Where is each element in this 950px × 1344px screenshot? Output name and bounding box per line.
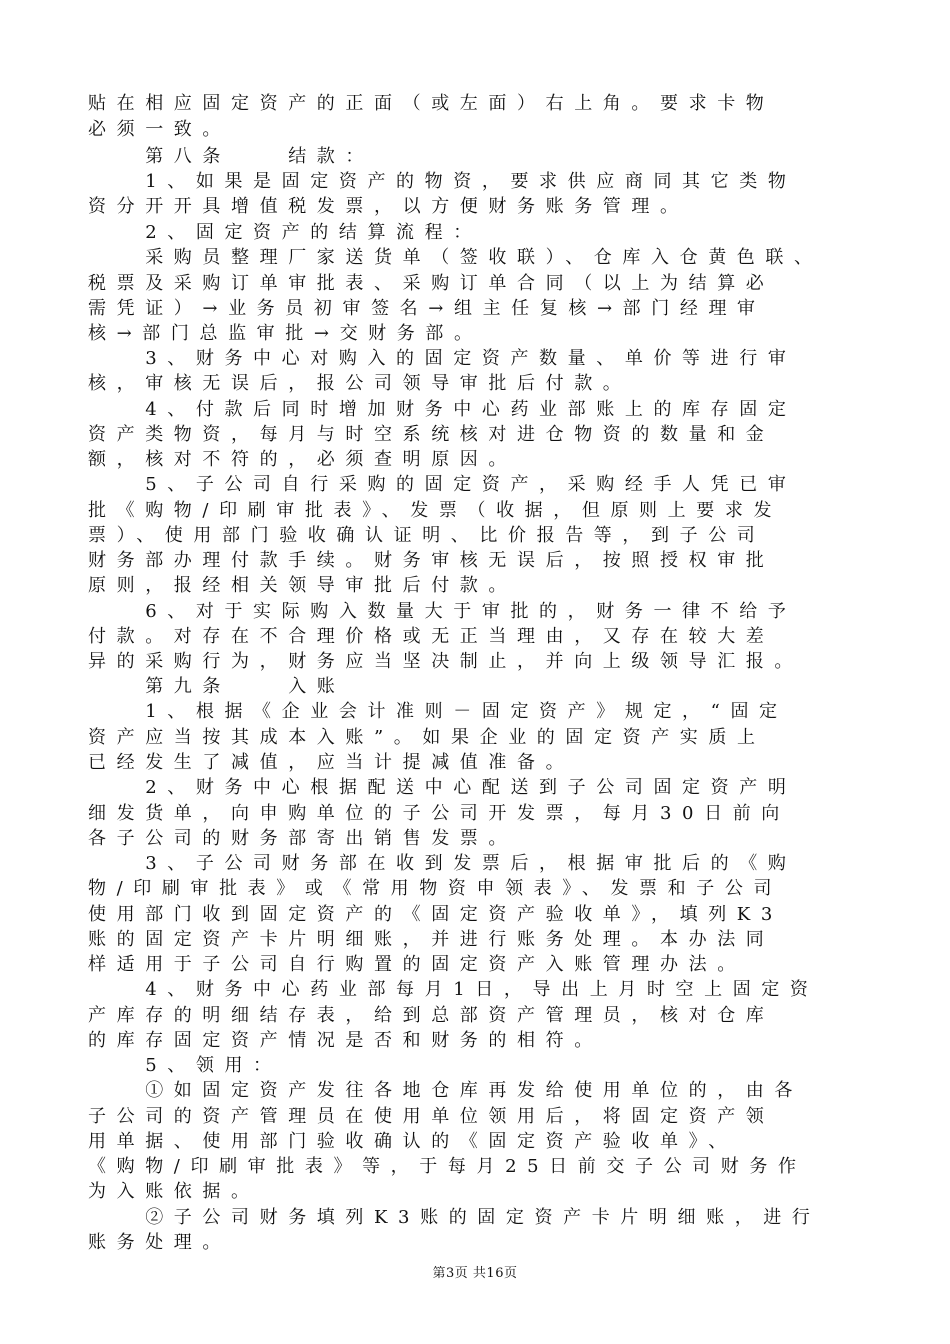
text-line: 3、财务中心对购入的固定资产数量、单价等进行审	[88, 348, 797, 369]
text-line: 资产类物资，每月与时空系统核对进仓物资的数量和金	[88, 424, 775, 445]
text-line: 3、子公司财务部在收到发票后，根据审批后的《购	[88, 853, 797, 874]
text-line: 5、子公司自行采购的固定资产，采购经手人凭已审	[88, 474, 797, 495]
text-line: 额，核对不符的，必须查明原因。	[88, 449, 517, 470]
text-line: 用单据、使用部门验收确认的《固定资产验收单》、	[88, 1131, 737, 1152]
text-line: 4、付款后同时增加财务中心药业部账上的库存固定	[88, 399, 797, 420]
text-line: 2、财务中心根据配送中心配送到子公司固定资产明	[88, 777, 797, 798]
text-line: 1、如果是固定资产的物资，要求供应商同其它类物	[88, 171, 797, 192]
text-line: 2、固定资产的结算流程：	[88, 222, 482, 243]
text-line: ②子公司财务填列K3账的固定资产卡片明细账，进行	[88, 1207, 821, 1228]
text-line: 1、根据《企业会计准则－固定资产》规定，“固定	[88, 701, 788, 722]
text-line: 《购物/印刷审批表》等，于每月25日前交子公司财务作	[88, 1156, 807, 1177]
text-line: 资产应当按其成本入账”。如果企业的固定资产实质上	[88, 727, 766, 748]
text-line: 核，审核无误后，报公司领导审批后付款。	[88, 373, 632, 394]
text-line: 必须一致。	[88, 119, 231, 140]
text-line: 需凭证）→业务员初审签名→组主任复核→部门经理审	[88, 298, 766, 319]
text-line: 5、领用：	[88, 1055, 282, 1076]
text-line: 账的固定资产卡片明细账，并进行账务处理。本办法同	[88, 929, 775, 950]
text-line: 各子公司的财务部寄出销售发票。	[88, 828, 517, 849]
text-line: 采购员整理厂家送货单（签收联）、仓库入仓黄色联、	[88, 247, 823, 268]
text-line: ①如固定资产发往各地仓库再发给使用单位的，由各	[88, 1080, 803, 1101]
text-line: 细发货单，向申购单位的子公司开发票，每月30日前向	[88, 803, 790, 824]
text-line: 资分开开具增值税发票，以方便财务账务管理。	[88, 196, 689, 217]
text-line: 税票及采购订单审批表、采购订单合同（以上为结算必	[88, 273, 775, 294]
text-line: 付款。对存在不合理价格或无正当理由，又存在较大差	[88, 626, 775, 647]
text-line: 贴在相应固定资产的正面（或左面）右上角。要求卡物	[88, 93, 775, 114]
text-line: 异的采购行为，财务应当坚决制止，并向上级领导汇报。	[88, 651, 803, 672]
text-line: 产库存的明细结存表，给到总部资产管理员，核对仓库	[88, 1005, 775, 1026]
text-line: 已经发生了减值，应当计提减值准备。	[88, 752, 575, 773]
text-line: 4、财务中心药业部每月1日，导出上月时空上固定资	[88, 979, 819, 1000]
text-line: 样适用于子公司自行购置的固定资产入账管理办法。	[88, 954, 746, 975]
text-line: 6、对于实际购入数量大于审批的，财务一律不给予	[88, 601, 797, 622]
text-line: 账务处理。	[88, 1232, 231, 1253]
text-line: 财务部办理付款手续。财务审核无误后，按照授权审批	[88, 550, 775, 571]
text-line: 使用部门收到固定资产的《固定资产验收单》，填列K3	[88, 904, 783, 925]
text-line: 批《购物/印刷审批表》、发票（收据，但原则上要求发	[88, 500, 783, 521]
page-footer: 第3页 共16页	[432, 1266, 518, 1281]
text-line: 原则，报经相关领导审批后付款。	[88, 575, 517, 596]
text-line: 子公司的资产管理员在使用单位领用后，将固定资产领	[88, 1106, 775, 1127]
text-line: 物/印刷审批表》或《常用物资申领表》、发票和子公司	[88, 878, 783, 899]
section-heading: 第八条 结款：	[88, 146, 374, 167]
text-line: 为入账依据。	[88, 1181, 260, 1202]
text-line: 票）、使用部门验收确认证明、比价报告等，到子公司	[88, 525, 766, 546]
section-heading: 第九条 入账	[88, 676, 346, 697]
text-line: 的库存固定资产情况是否和财务的相符。	[88, 1030, 603, 1051]
text-line: 核→部门总监审批→交财务部。	[88, 323, 483, 344]
